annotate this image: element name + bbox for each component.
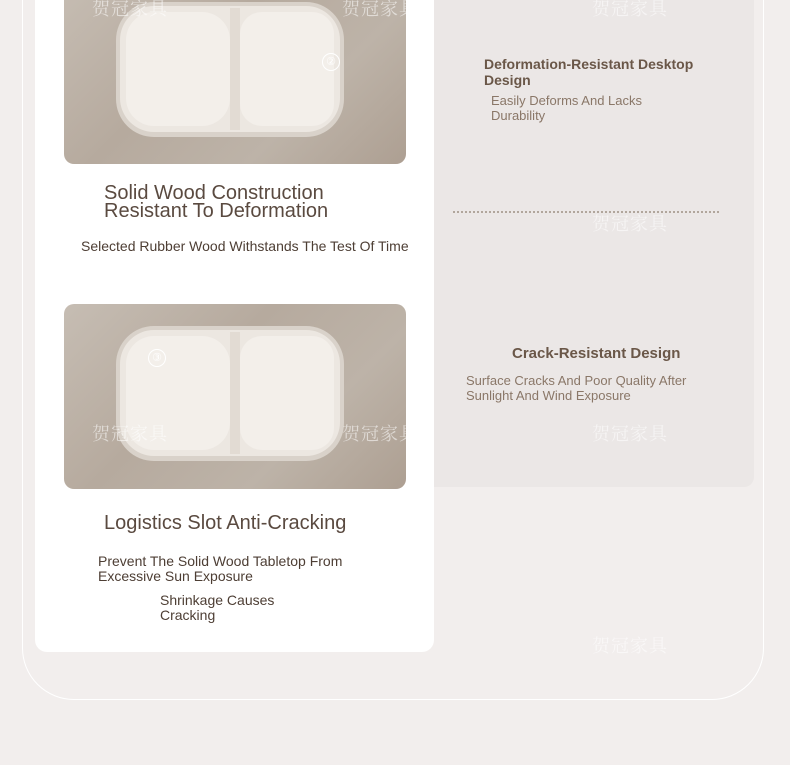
divider-dotted bbox=[453, 211, 719, 213]
right-item-1-desc-line2: Durability bbox=[491, 108, 546, 123]
watermark: 贺冠家具 bbox=[592, 636, 668, 656]
watermark: 贺冠家具 bbox=[592, 214, 668, 234]
tray-illustration bbox=[64, 304, 406, 489]
feature-desc-1: Selected Rubber Wood Withstands The Test Of Time bbox=[81, 238, 409, 254]
step-number-3: ③ bbox=[148, 349, 166, 367]
feature-desc-2-line2: Excessive Sun Exposure bbox=[98, 568, 253, 584]
watermark: 贺冠家具 bbox=[592, 0, 668, 19]
watermark: 贺冠家具 bbox=[342, 0, 418, 19]
tray-photo-2 bbox=[64, 304, 406, 489]
watermark: 贺冠家具 bbox=[92, 424, 168, 444]
right-item-1-title bbox=[484, 56, 693, 88]
feature-note-2-line1: Shrinkage Causes bbox=[160, 592, 275, 608]
feature-note-2 bbox=[160, 593, 274, 623]
tray-illustration bbox=[64, 0, 406, 164]
right-item-2-desc-line1: Surface Cracks And Poor Quality After bbox=[466, 373, 687, 388]
right-item-1-desc bbox=[491, 93, 642, 123]
tray-photo-1 bbox=[64, 0, 406, 164]
feature-desc-2 bbox=[98, 554, 342, 584]
feature-title-1-line1: Solid Wood Construction bbox=[104, 182, 324, 204]
step-number-2: ② bbox=[322, 53, 340, 71]
feature-title-1 bbox=[104, 184, 328, 220]
feature-title-1-line2: Resistant To Deformation bbox=[104, 200, 329, 222]
watermark: 贺冠家具 bbox=[92, 0, 168, 19]
right-item-2-desc bbox=[466, 373, 686, 403]
watermark: 贺冠家具 bbox=[342, 424, 418, 444]
right-item-1-desc-line1: Easily Deforms And Lacks bbox=[491, 93, 643, 108]
right-item-2-title: Crack-Resistant Design bbox=[512, 345, 681, 362]
feature-title-2: Logistics Slot Anti-Cracking bbox=[104, 512, 347, 534]
watermark: 贺冠家具 bbox=[592, 424, 668, 444]
right-item-2-desc-line2: Sunlight And Wind Exposure bbox=[466, 388, 631, 403]
feature-note-2-line2: Cracking bbox=[160, 607, 216, 623]
feature-desc-2-line1: Prevent The Solid Wood Tabletop From bbox=[98, 553, 343, 569]
right-item-1-title-line1: Deformation-Resistant Desktop bbox=[484, 56, 694, 72]
right-item-1-title-line2: Design bbox=[484, 72, 531, 88]
